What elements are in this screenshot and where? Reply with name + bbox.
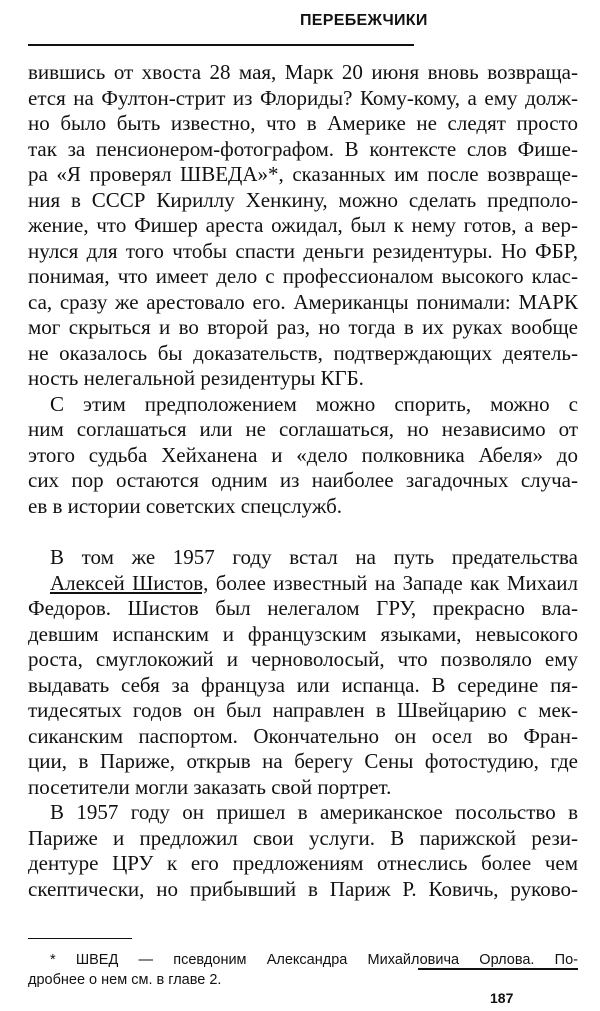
- text-line: са, сразу же арестовало его. Американцы понимали: МАРК: [28, 289, 578, 314]
- underlined-name: Алексей Шистов,: [50, 570, 209, 595]
- page-number-rule: [418, 968, 578, 970]
- text-line: роста, смуглокожий и черноволосый, что позволяло ему: [28, 647, 578, 671]
- text-line: ев в истории советских спецслужб.: [28, 493, 343, 518]
- text-line: Алексей Шистов, более известный на Западе как Михаил: [50, 570, 578, 595]
- text-line: так за пенсионером-фотографом. В контексте слов Фише-: [28, 136, 578, 161]
- paragraph: [28, 60, 578, 392]
- text-line: Париже и предложил свои услуги. В парижской рези-: [28, 825, 578, 850]
- text-line: мог скрыться и во второй раз, но тогда в их руках вообще: [28, 315, 578, 339]
- text-line: выдавать себя за француза или испанца. В середине пя-: [28, 672, 578, 697]
- text-line: сиканским паспортом. Окончательно он осел во Фран-: [28, 723, 578, 748]
- paragraph: [28, 800, 578, 902]
- text-line: понимая, что имеет дело с профессионалом высокого клас-: [28, 264, 578, 288]
- text-line: этого судьба Хейханена и «дело полковника Абеля» до: [28, 442, 578, 467]
- text-line: тидесятых годов он был направлен в Швейцарию с мек-: [28, 698, 578, 722]
- footnote: [28, 950, 578, 990]
- text-line: ра «Я проверял ШВЕДА»*, сказанных им после возвраще-: [28, 162, 578, 186]
- text-line: нулся для того чтобы спасти деньги резидентуры. Но ФБР,: [28, 238, 578, 263]
- text-line: ним соглашаться или не соглашаться, но независимо от: [28, 417, 578, 441]
- header-rule: [28, 44, 414, 46]
- page-number: 187: [490, 990, 514, 1006]
- text-line: ется на Фултон-стрит из Флориды? Кому-кому, а ему долж-: [28, 85, 578, 110]
- text-line: вившись от хвоста 28 мая, Марк 20 июня вновь возвраща-: [28, 60, 578, 84]
- text-line: В том же 1957 году встал на путь предательства: [50, 545, 578, 569]
- text-line: но было быть известно, что в Америке не следят просто: [28, 111, 578, 135]
- text-line: ции, в Париже, открыв на берегу Сены фотостудию, где: [28, 749, 578, 773]
- footnote-line: * ШВЕД — псевдоним Александра Михайловича Орлова. По-: [50, 952, 578, 968]
- text-line: сих пор остаются одним из наиболее загадочных случа-: [28, 468, 578, 492]
- text-line: дентуре ЦРУ к его предложениям отнеслись более чем: [28, 851, 578, 875]
- text-line: скептически, но прибывший в Париж Р. Ковичь, руково-: [28, 876, 578, 901]
- text-line: не оказалось бы доказательств, подтверждающих деятель-: [28, 340, 578, 365]
- footnote-line: дробнее о нем см. в главе 2.: [28, 972, 222, 988]
- body-text: [28, 60, 578, 902]
- text-line: В 1957 году он пришел в американское посольство в: [50, 800, 578, 824]
- text-line: Федоров. Шистов был нелегалом ГРУ, прекрасно вла-: [28, 596, 578, 620]
- text-line: жение, что Фишер ареста ожидал, был к нему готов, а вер-: [28, 213, 578, 237]
- footnote-rule: [28, 938, 132, 939]
- text-line: ность нелегальной резидентуры КГБ.: [28, 366, 364, 390]
- text-line: С этим предположением можно спорить, можно с: [50, 391, 578, 416]
- text-line: посетители могли заказать свой портрет.: [28, 774, 392, 799]
- paragraph: [28, 392, 578, 520]
- paragraph: [28, 545, 578, 800]
- running-header: ПЕРЕБЕЖЧИКИ: [300, 12, 428, 29]
- text-line: ния в СССР Кириллу Хенкину, можно сделать предполо-: [28, 187, 578, 212]
- text-line: девшим испанским и французским языками, невысокого: [28, 621, 578, 646]
